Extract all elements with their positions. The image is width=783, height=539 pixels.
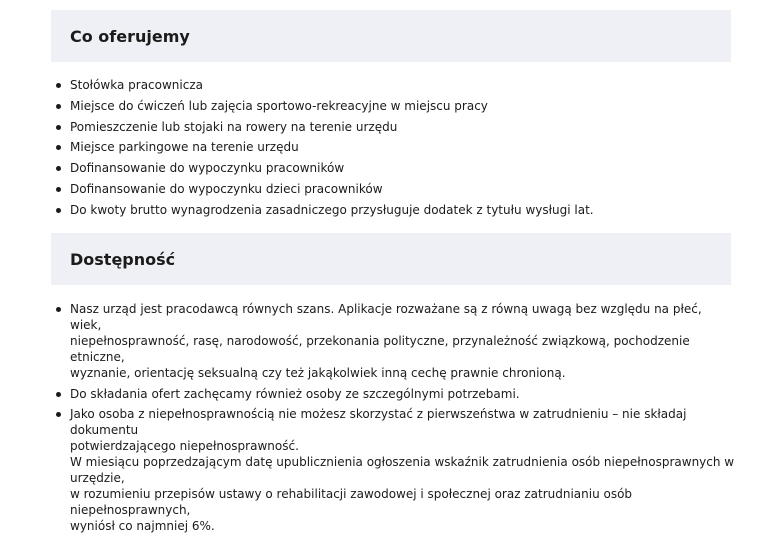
offer-list-item: Miejsce do ćwiczeń lub zajęcia sportowo-rekreacyjne w miejscu pracy (56, 98, 736, 114)
accessibility-text-line: wyznanie, orientację seksualną czy też jakąkolwiek inną cechę prawnie chronioną. (70, 366, 566, 380)
accessibility-text-line: Jako osoba z niepełnosprawnością nie możesz skorzystać z pierwszeństwa w zatrudnieniu – nie składaj dokumentu (70, 407, 687, 437)
accessibility-text-line: Nasz urząd jest pracodawcą równych szans. Aplikacje rozważane są z równą uwagą bez względu na płeć, wiek, (70, 302, 702, 332)
offer-list-item: Dofinansowanie do wypoczynku dzieci pracowników (56, 181, 736, 197)
accessibility-list-item (56, 386, 736, 402)
accessibility-list-item (56, 406, 736, 534)
accessibility-text-line: niepełnosprawność, rasę, narodowość, przekonania polityczne, przynależność związkową, pochodzenie etniczne, (70, 334, 690, 364)
accessibility-section-title: Dostępność (70, 249, 176, 269)
accessibility-list-item (56, 301, 736, 381)
offer-list-item: Dofinansowanie do wypoczynku pracowników (56, 160, 736, 176)
accessibility-text-line: w rozumieniu przepisów ustawy o rehabilitacji zawodowej i społecznej oraz zatrudnianiu osób niepełnosprawnych, (70, 487, 633, 517)
offer-list-item: Do kwoty brutto wynagrodzenia zasadniczego przysługuje dodatek z tytułu wysługi lat. (56, 202, 736, 218)
offer-list-item: Stołówka pracownicza (56, 77, 736, 93)
accessibility-text-line: W miesiącu poprzedzającym datę upublicznienia ogłoszenia wskaźnik zatrudnienia osób niepełnosprawnych w urzędzie, (70, 455, 735, 485)
offer-list (56, 77, 736, 223)
offer-list-item: Miejsce parkingowe na terenie urzędu (56, 139, 736, 155)
accessibility-text-line: potwierdzającego niepełnosprawność. (70, 439, 299, 453)
accessibility-section-header (51, 233, 731, 285)
offer-list-item: Pomieszczenie lub stojaki na rowery na terenie urzędu (56, 119, 736, 135)
accessibility-text-line: wyniósł co najmniej 6%. (70, 519, 215, 533)
accessibility-list (56, 301, 736, 539)
accessibility-text-line: Do składania ofert zachęcamy również osoby ze szczególnymi potrzebami. (70, 386, 520, 401)
offer-section-header (51, 10, 731, 62)
offer-section-title: Co oferujemy (70, 26, 190, 46)
